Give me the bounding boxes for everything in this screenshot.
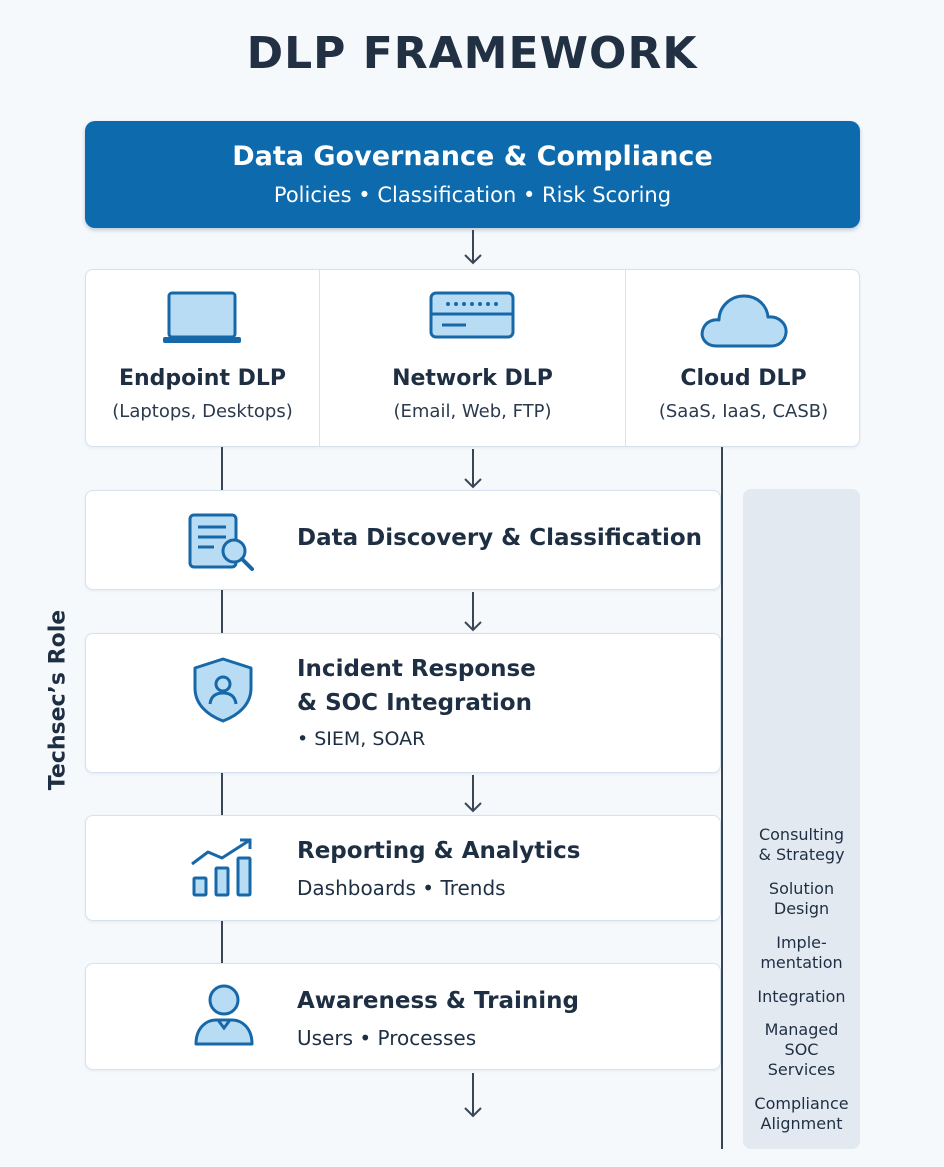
techsec-role-title: Techsec’s Role [45,609,71,791]
shield-user-icon [190,656,256,724]
incident-response-title [297,652,536,720]
role-item-integration: Integration [757,987,846,1006]
awareness-training-title: Awareness & Training [297,988,579,1014]
governance-banner [85,121,860,228]
data-discovery-title: Data Discovery & Classification [297,525,703,551]
connector-line-left [221,590,223,633]
page-title: DLP FRAMEWORK [246,28,698,79]
connector-line-right [721,447,723,1149]
incident-response-title-line: & SOC Integration [297,690,532,716]
cloud-dlp-title: Cloud DLP [680,366,807,391]
connector-line-left [221,921,223,963]
role-item-managed-soc: Managed SOC Services [764,1020,839,1079]
cloud-icon [697,290,791,352]
network-dlp-column [320,270,626,446]
role-item-solution-design: Solution Design [768,879,835,918]
governance-subtitle: Policies • Classification • Risk Scoring [273,183,672,207]
endpoint-dlp-column [86,270,320,446]
connector-line-left [221,773,223,815]
governance-title: Data Governance & Compliance [232,141,713,172]
endpoint-dlp-title: Endpoint DLP [118,366,287,391]
dlp-columns-card [85,269,860,447]
data-discovery-card [85,490,721,590]
network-device-icon [428,290,518,342]
incident-response-subtitle: • SIEM, SOAR [297,728,426,750]
cloud-dlp-column [626,270,861,446]
role-item-consulting: Consulting & Strategy [758,825,845,864]
role-item-compliance: Compliance Alignment [754,1094,849,1133]
laptop-icon [161,290,245,346]
arrow-down-icon [462,1073,484,1119]
incident-response-title-line: Incident Response [297,656,536,682]
reporting-analytics-title: Reporting & Analytics [297,838,581,864]
user-icon [192,982,256,1048]
cloud-dlp-subtitle: (SaaS, IaaS, CASB) [658,401,829,422]
network-dlp-title: Network DLP [392,366,553,391]
reporting-analytics-card [85,815,721,921]
reporting-analytics-subtitle: Dashboards • Trends [297,876,506,900]
network-dlp-subtitle: (Email, Web, FTP) [393,401,552,422]
document-search-icon [186,513,258,571]
incident-response-card [85,633,721,773]
connector-line-left [221,447,223,490]
bar-chart-trend-icon [190,836,256,898]
awareness-training-subtitle: Users • Processes [297,1026,477,1050]
awareness-training-card [85,963,721,1070]
arrow-down-icon [462,230,484,266]
role-item-implementation: Imple- mentation [760,933,843,972]
arrow-down-icon [462,592,484,632]
arrow-down-icon [462,449,484,489]
arrow-down-icon [462,775,484,813]
endpoint-dlp-subtitle: (Laptops, Desktops) [112,401,293,422]
